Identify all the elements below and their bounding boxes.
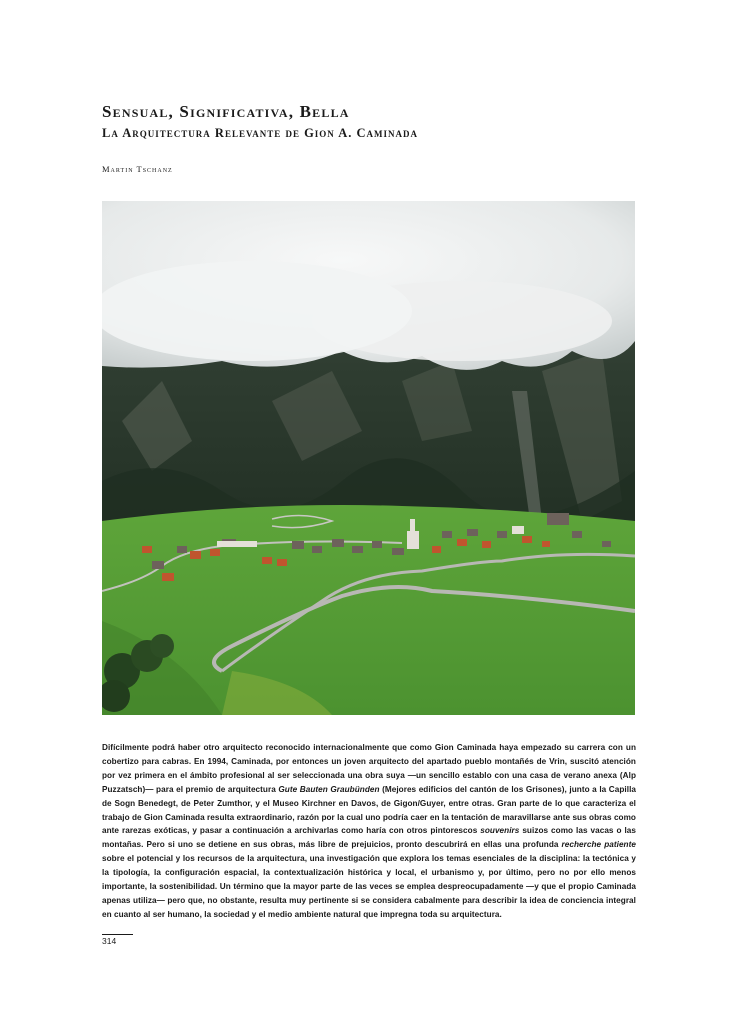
souvenirs-term: souvenirs (480, 826, 520, 836)
body-text-part-2: (Mejores edificios del cantón de los Grisones), junto a la Capilla de Sogn Benedegt, de Peter Zumthor, y el Museo Kirchner en Davos, de Gigon/Guyer, entre otras. Gran parte de lo que caracteriza el trabajo de Gion Caminada resulta extraordinario, razón por la cual uno podría caer en la tentación de maravillarse ante sus obras como ante rarezas exóticas, y pasar a continuación a archivarlas como haría con otros pintorescos (102, 784, 637, 836)
footer-rule (102, 934, 133, 935)
author-name: Martin Tschanz (102, 164, 173, 174)
body-text-part-3: suizos como las vacas o las montañas. Pero si uno se detiene en sus obras, más libre de prejuicios, pronto descubrirá en ellas una profunda (102, 826, 636, 850)
body-text-part-4: sobre el potencial y los recursos de la arquitectura, una investigación que explora los temas esenciales de la disciplina: la tectónica y la tipología, la configuración espacial, la contextualización histórica y local, el urbanismo y, por último, pero no por ello menos importante, la sostenibilidad. Un término que la mayor parte de las veces se emplea despreocupadamente —y que el propio Caminada apenas utiliza— pero que, no obstante, resulta muy pertinente si se considera cabalmente para describir la idea de conciencia integral en cuanto al ser humano, la sociedad y el medio ambiente natural que impregna toda su arquitectura. (102, 854, 636, 919)
recherche-term: recherche patiente (561, 840, 636, 850)
article-title: Sensual, Significativa, Bella (102, 102, 350, 121)
body-paragraph (102, 741, 636, 922)
village-photo (102, 201, 635, 715)
article-subtitle: La Arquitectura Relevante de Gion A. Caminada (102, 126, 419, 140)
award-name: Gute Bauten Graubünden (278, 784, 380, 794)
body-text-part-1: Difícilmente podrá haber otro arquitecto reconocido internacionalmente que como Gion Caminada haya empezado su carrera con un cobertizo para cabras. En 1994, Caminada, por entonces un joven arquitecto del apartado pueblo montañés de Vrin, suscitó atención por vez primera en el ámbito profesional al ser seleccionada una obra suya —un sencillo establo con una casa de verano anexa (Alp Puzzatsch)— para el premio de arquitectura (102, 743, 636, 794)
page-number: 314 (102, 936, 117, 946)
